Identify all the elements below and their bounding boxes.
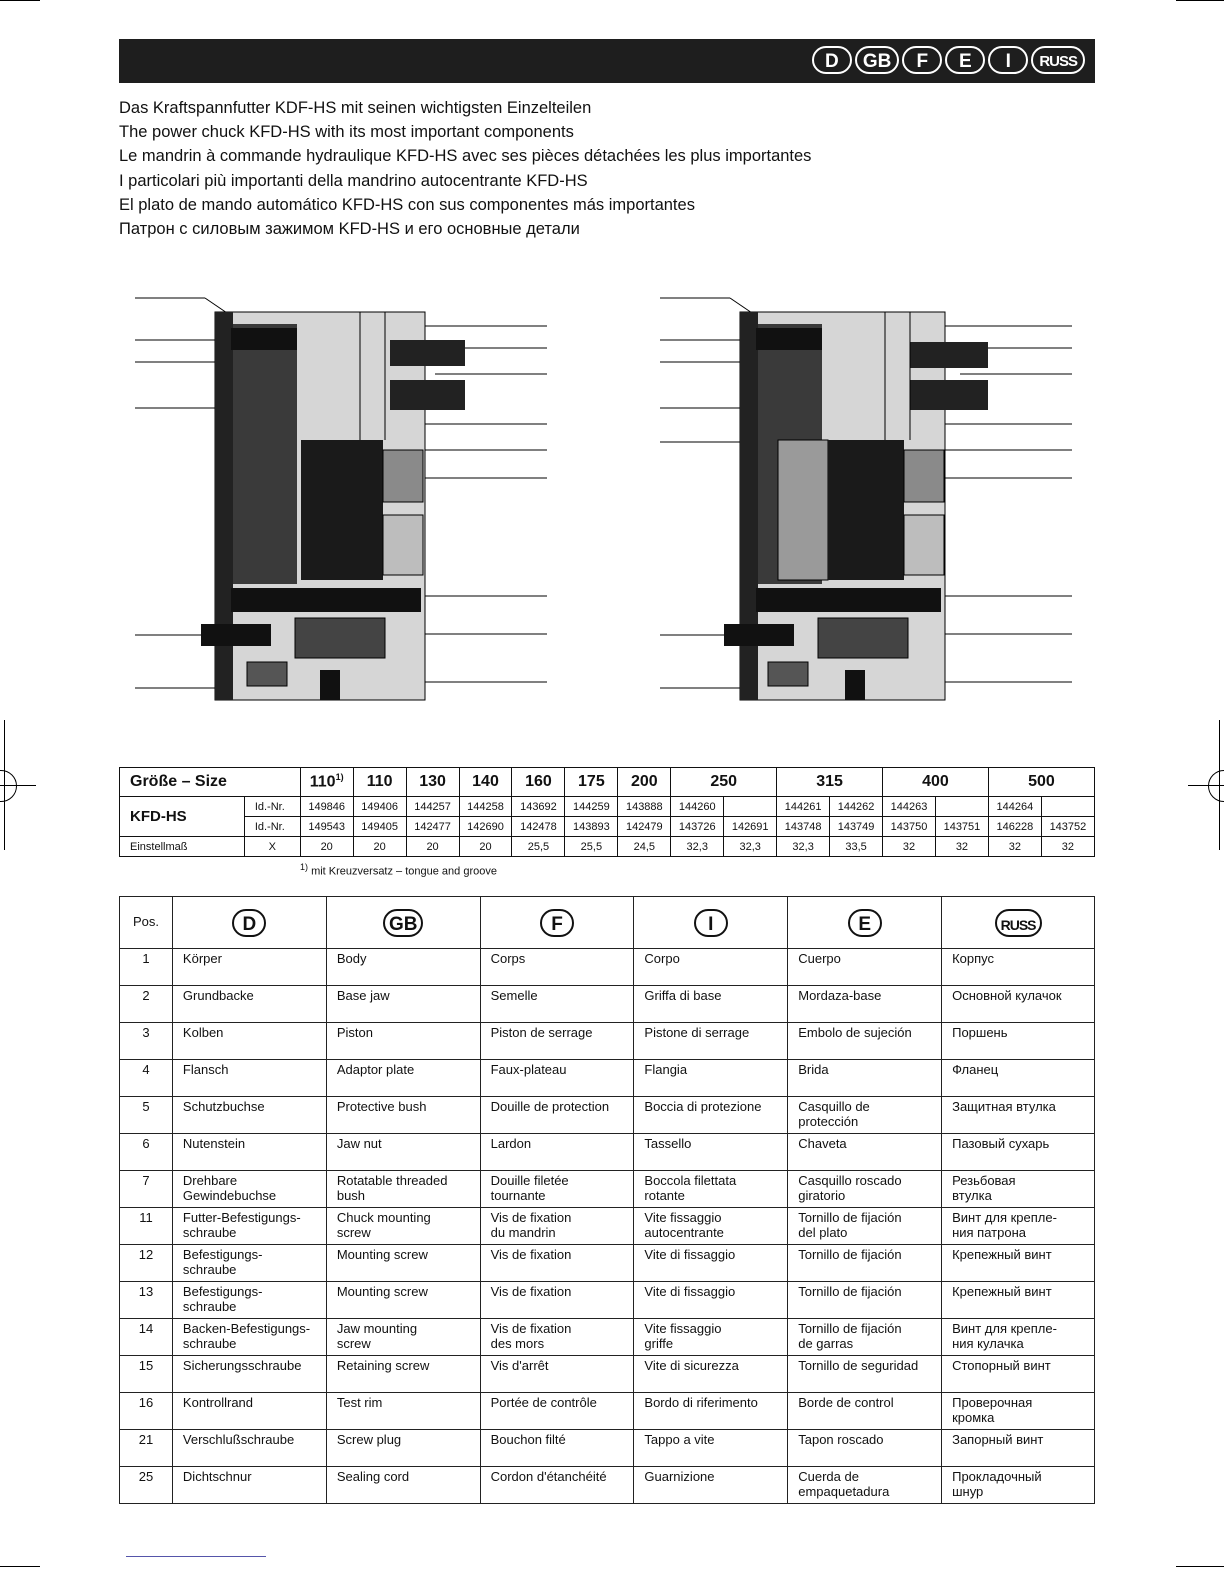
divider: [126, 1556, 266, 1557]
ru-cell: Запорный винт: [942, 1430, 1095, 1467]
language-badge-russ: RUSS: [995, 909, 1042, 937]
footnote-mark: 1): [300, 862, 309, 872]
id-cell: 143748: [777, 817, 830, 837]
fr-cell: Vis de fixation du mandrin: [480, 1208, 634, 1245]
es-cell: Brida: [788, 1060, 942, 1097]
de-cell: Kontrollrand: [172, 1393, 326, 1430]
setting-cell: 32,3: [724, 837, 777, 857]
id-cell: 142691: [724, 817, 777, 837]
setting-cell: 20: [353, 837, 406, 857]
id-cell: 143692: [512, 797, 565, 817]
id-cell: 142478: [512, 817, 565, 837]
gb-cell: Piston: [326, 1023, 480, 1060]
setting-row: [120, 837, 1095, 857]
setting-cell: 32: [1041, 837, 1094, 857]
setting-cell: 24,5: [618, 837, 671, 857]
table-row: [120, 1208, 1095, 1245]
de-cell: Dichtschnur: [172, 1467, 326, 1504]
crop-mark: [1188, 785, 1224, 786]
it-cell: Boccola filettata rotante: [634, 1171, 788, 1208]
it-cell: Guarnizione: [634, 1467, 788, 1504]
de-cell: Drehbare Gewindebuchse: [172, 1171, 326, 1208]
gb-cell: Screw plug: [326, 1430, 480, 1467]
gb-cell: Rotatable threaded bush: [326, 1171, 480, 1208]
size-cell: 160: [512, 768, 565, 797]
fr-cell: Faux-plateau: [480, 1060, 634, 1097]
it-cell: Griffa di base: [634, 986, 788, 1023]
pos-cell: 6: [120, 1134, 173, 1171]
gb-cell: Adaptor plate: [326, 1060, 480, 1097]
ru-cell: Крепежный винт: [942, 1245, 1095, 1282]
parts-table: [119, 896, 1095, 1504]
table-row: [120, 1060, 1095, 1097]
language-badge-e: E: [848, 909, 882, 937]
pos-cell: 16: [120, 1393, 173, 1430]
ru-cell: Стопорный винт: [942, 1356, 1095, 1393]
fr-cell: Douille filetée tournante: [480, 1171, 634, 1208]
ru-cell: Основной кулачок: [942, 986, 1095, 1023]
title-en: The power chuck KFD-HS with its most important components: [119, 123, 574, 142]
language-badge-e: E: [945, 46, 985, 74]
id-cell: 143888: [618, 797, 671, 817]
size-footnote-mark: 1): [335, 772, 344, 783]
fr-cell: Vis de fixation: [480, 1282, 634, 1319]
fr-cell: Piston de serrage: [480, 1023, 634, 1060]
registration-mark-right: [1208, 770, 1224, 802]
table-row: [120, 1282, 1095, 1319]
it-cell: Vite fissaggio griffe: [634, 1319, 788, 1356]
id-cell: 142477: [406, 817, 459, 837]
setting-cell: 33,5: [830, 837, 883, 857]
size-cell: 110: [353, 768, 406, 797]
it-cell: Flangia: [634, 1060, 788, 1097]
de-cell: Verschlußschraube: [172, 1430, 326, 1467]
ru-cell: Резьбовая втулка: [942, 1171, 1095, 1208]
id-cell: 144257: [406, 797, 459, 817]
table-row: [120, 1245, 1095, 1282]
language-badges: [812, 46, 1085, 74]
id-row-1: [120, 797, 1095, 817]
de-cell: Befestigungs- schraube: [172, 1245, 326, 1282]
size-cell: 400: [883, 768, 989, 797]
gb-cell: Mounting screw: [326, 1245, 480, 1282]
table-row: [120, 1430, 1095, 1467]
lang-header-i: [634, 897, 788, 949]
pos-cell: 7: [120, 1171, 173, 1208]
id-cell: [935, 797, 988, 817]
id-cell: 143749: [830, 817, 883, 837]
lang-header-russ: [942, 897, 1095, 949]
fr-cell: Corps: [480, 949, 634, 986]
gb-cell: Sealing cord: [326, 1467, 480, 1504]
crop-mark: [0, 785, 36, 786]
language-badge-f: F: [540, 909, 574, 937]
id-cell: 149405: [353, 817, 406, 837]
de-cell: Grundbacke: [172, 986, 326, 1023]
id-cell: 143893: [565, 817, 618, 837]
it-cell: Corpo: [634, 949, 788, 986]
gb-cell: Retaining screw: [326, 1356, 480, 1393]
setting-cell: 32,3: [777, 837, 830, 857]
de-cell: Backen-Befestigungs- schraube: [172, 1319, 326, 1356]
es-cell: Tornillo de fijación de garras: [788, 1319, 942, 1356]
pos-cell: 13: [120, 1282, 173, 1319]
id-cell: 143751: [935, 817, 988, 837]
ru-cell: Винт для крепле- ния кулачка: [942, 1319, 1095, 1356]
language-badge-gb: GB: [383, 909, 424, 937]
fr-cell: Vis de fixation: [480, 1245, 634, 1282]
table-row: [120, 1319, 1095, 1356]
page-titles: [119, 96, 811, 241]
it-cell: Tappo a vite: [634, 1430, 788, 1467]
crop-mark: [1176, 0, 1224, 1]
id-cell: 142690: [459, 817, 512, 837]
size-cell: 315: [777, 768, 883, 797]
size-cell: 140: [459, 768, 512, 797]
es-cell: Tornillo de fijación del plato: [788, 1208, 942, 1245]
id-cell: 143726: [671, 817, 724, 837]
pos-cell: 11: [120, 1208, 173, 1245]
product-label: KFD-HS: [120, 797, 245, 837]
setting-cell: 25,5: [565, 837, 618, 857]
es-cell: Cuerda de empaquetadura: [788, 1467, 942, 1504]
table-row: [120, 949, 1095, 986]
title-ru: Патрон с силовым зажимом KFD-HS и его основные детали: [119, 220, 580, 239]
title-de: Das Kraftspannfutter KDF-HS mit seinen wichtigsten Einzelteilen: [119, 99, 592, 117]
it-cell: Bordo di riferimento: [634, 1393, 788, 1430]
table-row: [120, 1134, 1095, 1171]
pos-cell: 14: [120, 1319, 173, 1356]
table-row: [120, 1467, 1095, 1504]
parts-body: [120, 949, 1095, 1504]
crop-mark: [0, 0, 40, 1]
fr-cell: Semelle: [480, 986, 634, 1023]
size-cell: 500: [988, 768, 1094, 797]
size-cell: 175: [565, 768, 618, 797]
es-cell: Borde de control: [788, 1393, 942, 1430]
setting-symbol: X: [244, 837, 300, 857]
lang-header-gb: [326, 897, 480, 949]
de-cell: Kolben: [172, 1023, 326, 1060]
setting-cell: 32: [883, 837, 936, 857]
lang-header-d: [172, 897, 326, 949]
pos-cell: 25: [120, 1467, 173, 1504]
gb-cell: Jaw nut: [326, 1134, 480, 1171]
table-row: [120, 1023, 1095, 1060]
language-badge-russ: RUSS: [1031, 46, 1085, 74]
id-cell: 149543: [300, 817, 353, 837]
de-cell: Flansch: [172, 1060, 326, 1097]
ru-cell: Поршень: [942, 1023, 1095, 1060]
language-badge-d: D: [812, 46, 852, 74]
gb-cell: Jaw mounting screw: [326, 1319, 480, 1356]
id-cell: 149846: [300, 797, 353, 817]
gb-cell: Base jaw: [326, 986, 480, 1023]
pos-cell: 12: [120, 1245, 173, 1282]
registration-mark-left: [0, 770, 17, 802]
it-cell: Vite di fissaggio: [634, 1245, 788, 1282]
ru-cell: Прокладочный шнур: [942, 1467, 1095, 1504]
it-cell: Vite di fissaggio: [634, 1282, 788, 1319]
id-cell: 149406: [353, 797, 406, 817]
footnote-text: mit Kreuzversatz – tongue and groove: [311, 865, 497, 878]
de-cell: Sicherungsschraube: [172, 1356, 326, 1393]
it-cell: Tassello: [634, 1134, 788, 1171]
title-fr: Le mandrin à commande hydraulique KFD-HS avec ses pièces détachées les plus importantes: [119, 147, 812, 166]
fr-cell: Vis de fixation des mors: [480, 1319, 634, 1356]
de-cell: Schutzbuchse: [172, 1097, 326, 1134]
language-badge-gb: GB: [855, 46, 900, 74]
language-badge-i: I: [988, 46, 1028, 74]
ru-cell: Пазовый сухарь: [942, 1134, 1095, 1171]
language-badge-i: I: [694, 909, 728, 937]
es-cell: Cuerpo: [788, 949, 942, 986]
gb-cell: Test rim: [326, 1393, 480, 1430]
es-cell: Mordaza-base: [788, 986, 942, 1023]
setting-cell: 25,5: [512, 837, 565, 857]
es-cell: Tornillo de fijación: [788, 1282, 942, 1319]
size-value: 110: [309, 773, 336, 791]
language-badge-d: D: [232, 909, 266, 937]
es-cell: Tornillo de fijación: [788, 1245, 942, 1282]
title-es: El plato de mando automático KFD-HS con sus componentes más importantes: [119, 195, 695, 214]
chuck-drawing-left: [135, 290, 575, 710]
language-badge-f: F: [902, 46, 942, 74]
it-cell: Vite fissaggio autocentrante: [634, 1208, 788, 1245]
pos-cell: 15: [120, 1356, 173, 1393]
fr-cell: Lardon: [480, 1134, 634, 1171]
id-cell: [724, 797, 777, 817]
id-cell: 146228: [988, 817, 1041, 837]
gb-cell: Protective bush: [326, 1097, 480, 1134]
gb-cell: Mounting screw: [326, 1282, 480, 1319]
ru-cell: Корпус: [942, 949, 1095, 986]
es-cell: Tapon roscado: [788, 1430, 942, 1467]
size-label: Größe – Size: [120, 768, 301, 797]
ru-cell: Крепежный винт: [942, 1282, 1095, 1319]
setting-cell: 20: [406, 837, 459, 857]
size-row: [120, 768, 1095, 797]
it-cell: Pistone di serrage: [634, 1023, 788, 1060]
fr-cell: Portée de contrôle: [480, 1393, 634, 1430]
de-cell: Nutenstein: [172, 1134, 326, 1171]
id-cell: 144261: [777, 797, 830, 817]
chuck-cross-section-right: [660, 290, 1100, 710]
footnote: [300, 862, 497, 878]
id-cell: 144264: [988, 797, 1041, 817]
fr-cell: Bouchon filté: [480, 1430, 634, 1467]
pos-cell: 21: [120, 1430, 173, 1467]
pos-cell: 4: [120, 1060, 173, 1097]
table-row: [120, 1393, 1095, 1430]
size-cell: 130: [406, 768, 459, 797]
id-cell: 144263: [883, 797, 936, 817]
lang-header-f: [480, 897, 634, 949]
id-cell: 143750: [883, 817, 936, 837]
id-cell: [1041, 797, 1094, 817]
gb-cell: Body: [326, 949, 480, 986]
it-cell: Boccia di protezione: [634, 1097, 788, 1134]
pos-cell: 2: [120, 986, 173, 1023]
id-row-2: [120, 817, 1095, 837]
table-row: [120, 1356, 1095, 1393]
chuck-cross-section-left: [135, 290, 575, 710]
es-cell: Casquillo de protección: [788, 1097, 942, 1134]
pos-header: Pos.: [120, 897, 173, 949]
ru-cell: Фланец: [942, 1060, 1095, 1097]
id-cell: 144259: [565, 797, 618, 817]
de-cell: Körper: [172, 949, 326, 986]
de-cell: Futter-Befestigungs- schraube: [172, 1208, 326, 1245]
setting-cell: 32: [988, 837, 1041, 857]
es-cell: Tornillo de seguridad: [788, 1356, 942, 1393]
title-it: I particolari più importanti della mandrino autocentrante KFD-HS: [119, 171, 588, 190]
crop-mark: [0, 1566, 40, 1567]
lang-header-e: [788, 897, 942, 949]
size-id-table: [119, 767, 1095, 857]
fr-cell: Douille de protection: [480, 1097, 634, 1134]
table-row: [120, 986, 1095, 1023]
table-row: [120, 1171, 1095, 1208]
setting-cell: 20: [300, 837, 353, 857]
ru-cell: Защитная втулка: [942, 1097, 1095, 1134]
pos-cell: 3: [120, 1023, 173, 1060]
fr-cell: Vis d'arrêt: [480, 1356, 634, 1393]
ru-cell: Проверочная кромка: [942, 1393, 1095, 1430]
pos-cell: 1: [120, 949, 173, 986]
language-header-bar: [119, 39, 1095, 83]
crop-mark: [1176, 1566, 1224, 1567]
it-cell: Vite di sicurezza: [634, 1356, 788, 1393]
setting-cell: 32,3: [671, 837, 724, 857]
es-cell: Chaveta: [788, 1134, 942, 1171]
setting-label: Einstellmaß: [120, 837, 245, 857]
id-cell: 144262: [830, 797, 883, 817]
id-cell: 144260: [671, 797, 724, 817]
id-label: Id.-Nr.: [244, 797, 300, 817]
parts-header-row: [120, 897, 1095, 949]
fr-cell: Cordon d'étanchéité: [480, 1467, 634, 1504]
ru-cell: Винт для крепле- ния патрона: [942, 1208, 1095, 1245]
de-cell: Befestigungs- schraube: [172, 1282, 326, 1319]
size-cell: 250: [671, 768, 777, 797]
size-cell: [300, 768, 353, 797]
id-cell: 144258: [459, 797, 512, 817]
id-cell: 142479: [618, 817, 671, 837]
gb-cell: Chuck mounting screw: [326, 1208, 480, 1245]
id-label: Id.-Nr.: [244, 817, 300, 837]
chuck-drawing-right: [660, 290, 1100, 710]
setting-cell: 32: [935, 837, 988, 857]
size-cell: 200: [618, 768, 671, 797]
es-cell: Embolo de sujeción: [788, 1023, 942, 1060]
id-cell: 143752: [1041, 817, 1094, 837]
table-row: [120, 1097, 1095, 1134]
setting-cell: 20: [459, 837, 512, 857]
es-cell: Casquillo roscado giratorio: [788, 1171, 942, 1208]
pos-cell: 5: [120, 1097, 173, 1134]
